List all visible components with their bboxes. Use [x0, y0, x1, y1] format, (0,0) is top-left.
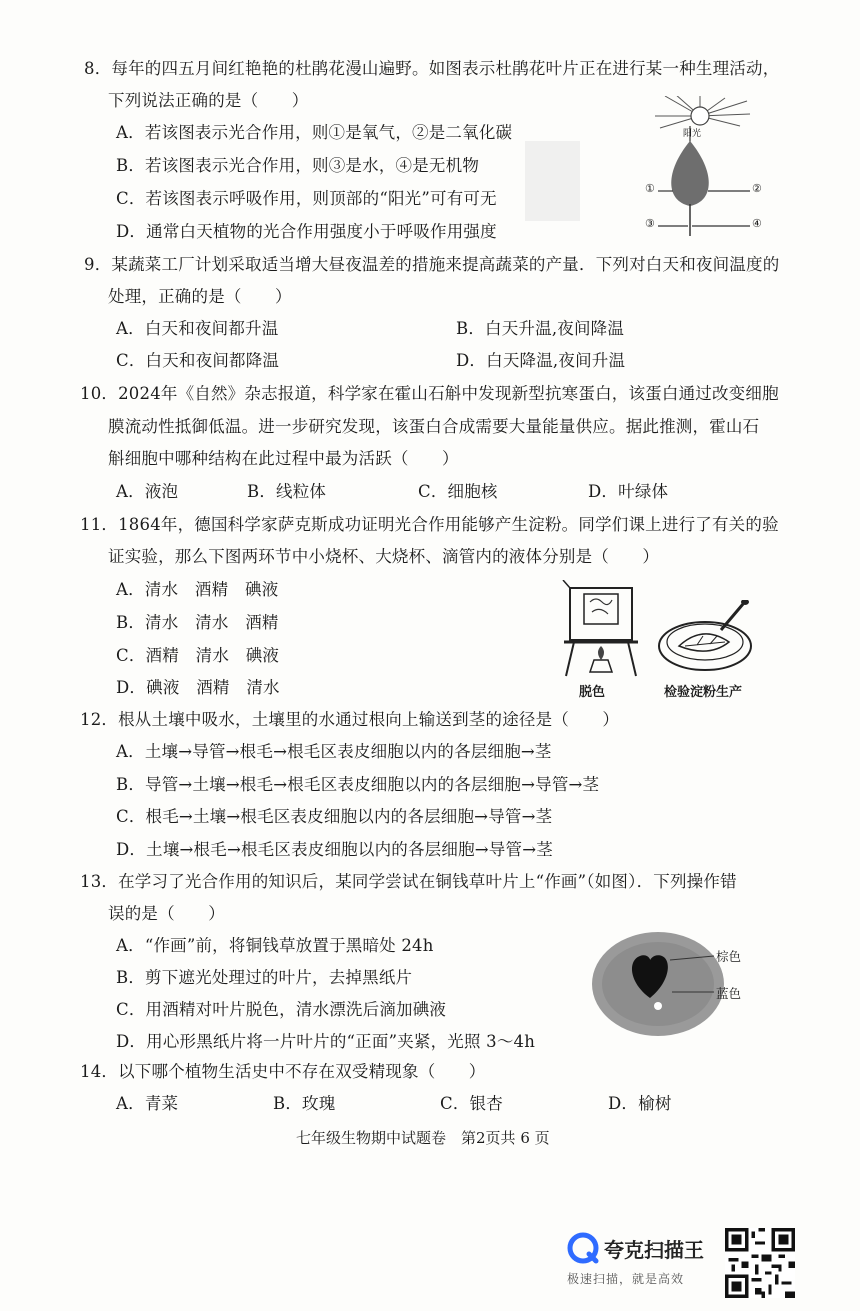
q13-option-d: D．用心形黑纸片将一片叶片的“正面”夹紧，光照 3～4h — [116, 1032, 536, 1051]
q14-option-a: A．青菜 — [116, 1094, 179, 1113]
q9-option-a: A．白天和夜间都升温 — [116, 319, 279, 338]
q8-option-d: D．通常白天植物的光合作用强度小于呼吸作用强度 — [116, 222, 497, 241]
q11-option-a: A．清水 酒精 碘液 — [116, 580, 279, 599]
q10-stem-line2: 膜流动性抵御低温。进一步研究发现，该蛋白合成需要大量能量供应。据此推测，霍山石 — [108, 417, 760, 436]
watermark-slogan: 极速扫描，就是高效 — [567, 1272, 685, 1286]
q9-stem-line2: 处理，正确的是（ ） — [108, 287, 292, 306]
q9-option-b: B．白天升温,夜间降温 — [456, 319, 625, 338]
label-brown: 棕色 — [716, 949, 742, 964]
q14-option-b: B．玫瑰 — [273, 1094, 336, 1113]
q9-stem-line1: 9．某蔬菜工厂计划采取适当增大昼夜温差的措施来提高蔬菜的产量．下列对白天和夜间温度的 — [84, 255, 780, 274]
q9-option-d: D．白天降温,夜间升温 — [456, 351, 626, 370]
q10-option-c: C．细胞核 — [418, 482, 498, 501]
page-footer: 七年级生物期中试题卷 第2页共 6 页 — [296, 1129, 550, 1147]
scan-smudge — [525, 141, 580, 221]
q13-option-a: A．“作画”前，将铜钱草放置于黑暗处 24h — [116, 936, 434, 955]
q10-stem-line3: 斛细胞中哪种结构在此过程中最为活跃（ ） — [108, 449, 459, 468]
beaker-apparatus — [560, 580, 650, 680]
q14-option-c: C．银杏 — [440, 1094, 503, 1113]
q10-option-d: D．叶绿体 — [588, 482, 669, 501]
q11-decolor-figure — [560, 580, 650, 680]
petri-dish — [655, 600, 770, 675]
q13-option-c: C．用酒精对叶片脱色，清水漂洗后滴加碘液 — [116, 1000, 447, 1019]
q11-caption-test: 检验淀粉生产 — [664, 685, 743, 700]
q8-leaf-figure — [525, 96, 775, 246]
leaf-shape — [671, 141, 709, 206]
qr-code-icon — [725, 1228, 795, 1298]
large-beaker — [570, 588, 632, 640]
q11-stem-line1: 11．1864年，德国科学家萨克斯成功证明光合作用能够产生淀粉。同学们课上进行了有关的验 — [80, 515, 779, 534]
q11-caption-decolor: 脱色 — [579, 685, 606, 700]
q8-stem-line2: 下列说法正确的是（ ） — [108, 91, 309, 110]
q11-option-c: C．酒精 清水 碘液 — [116, 646, 280, 665]
q12-option-c: C．根毛→土壤→根毛区表皮细胞以内的各层细胞→导管→茎 — [116, 807, 553, 826]
leaf-in-beaker — [590, 599, 612, 614]
dish-outer — [659, 622, 751, 670]
leaf-center — [654, 1002, 662, 1010]
q8-option-c: C．若该图表示呼吸作用，则顶部的“阳光”可有可无 — [116, 189, 497, 208]
sun-label: 阳光 — [683, 129, 702, 139]
label-2: ② — [752, 182, 762, 195]
q8-option-a: A．若该图表示光合作用，则①是氧气，②是二氧化碳 — [116, 123, 513, 142]
q14-stem-line1: 14．以下哪个植物生活史中不存在双受精现象（ ） — [80, 1062, 486, 1081]
q11-stem-line2: 证实验，那么下图两环节中小烧杯、大烧杯、滴管内的液体分别是（ ） — [108, 547, 660, 566]
q9-option-c: C．白天和夜间都降温 — [116, 351, 280, 370]
q12-option-b: B．导管→土壤→根毛→根毛区表皮细胞以内的各层细胞→导管→茎 — [116, 775, 600, 794]
q8-stem-line1: 8．每年的四五月间红艳艳的杜鹃花漫山遍野。如图表示杜鹃花叶片正在进行某一种生理活动， — [84, 59, 780, 78]
label-3: ③ — [645, 217, 655, 230]
label-1: ① — [645, 182, 655, 195]
q13-stem-line2: 误的是（ ） — [108, 904, 225, 923]
q14-option-d: D．榆树 — [608, 1094, 672, 1113]
label-4: ④ — [752, 217, 762, 230]
q10-option-b: B．线粒体 — [247, 482, 327, 501]
q13-leaf-heart-figure — [588, 926, 768, 1041]
q11-option-d: D．碘液 酒精 清水 — [116, 678, 280, 697]
q10-option-a: A．液泡 — [116, 482, 179, 501]
q8-option-b: B．若该图表示光合作用，则③是水，④是无机物 — [116, 156, 480, 175]
flame-icon — [598, 646, 604, 660]
q11-option-b: B．清水 清水 酒精 — [116, 613, 279, 632]
q13-stem-line1: 13．在学习了光合作用的知识后，某同学尝试在铜钱草叶片上“作画”（如图）．下列操作错 — [80, 872, 737, 891]
quark-logo-icon — [567, 1232, 599, 1264]
sun-icon — [691, 107, 709, 125]
small-beaker — [584, 594, 618, 624]
label-blue: 蓝色 — [716, 986, 742, 1001]
q12-option-d: D．土壤→根毛→根毛区表皮细胞以内的各层细胞→导管→茎 — [116, 840, 553, 859]
alcohol-lamp — [590, 660, 612, 672]
q12-option-a: A．土壤→导管→根毛→根毛区表皮细胞以内的各层细胞→茎 — [116, 742, 552, 761]
q11-starch-test-figure — [655, 600, 770, 675]
q12-stem-line1: 12．根从土壤中吸水，土壤里的水通过根向上输送到茎的途径是（ ） — [80, 710, 620, 729]
q10-stem-line1: 10．2024年《自然》杂志报道，科学家在霍山石斛中发现新型抗寒蛋白，该蛋白通过改变细胞 — [80, 384, 779, 403]
q13-option-b: B．剪下遮光处理过的叶片，去掉黑纸片 — [116, 968, 413, 987]
dish-inner — [667, 624, 743, 660]
watermark-app-name: 夸克扫描王 — [604, 1238, 704, 1262]
